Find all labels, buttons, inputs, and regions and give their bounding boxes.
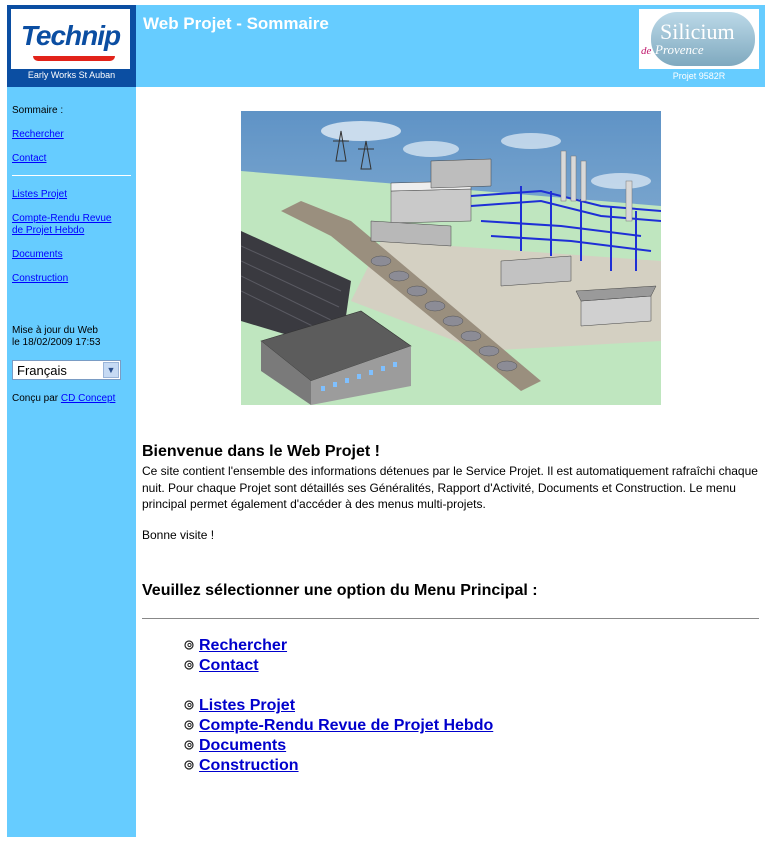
menu-item-project-lists bbox=[184, 697, 295, 715]
menu-link-project-lists[interactable]: Listes Projet bbox=[199, 697, 296, 714]
sidebar-link-search[interactable]: Rechercher bbox=[12, 129, 64, 140]
menu-link-documents[interactable]: Documents bbox=[199, 737, 287, 754]
technip-logo-badge bbox=[11, 9, 130, 69]
page-title: Web Projet - Sommaire bbox=[143, 14, 329, 33]
sidebar-link-contact[interactable]: Contact bbox=[12, 153, 47, 164]
sidebar bbox=[7, 87, 136, 837]
language-select[interactable] bbox=[12, 360, 121, 380]
farewell-text: Bonne visite ! bbox=[142, 528, 215, 542]
designer-link[interactable]: CD Concept bbox=[60, 393, 116, 404]
menu-link-weekly-review[interactable]: Compte-Rendu Revue de Projet Hebdo bbox=[199, 717, 494, 734]
sidebar-divider bbox=[12, 175, 131, 176]
header-bar bbox=[7, 5, 765, 87]
welcome-heading: Bienvenue dans le Web Projet ! bbox=[142, 443, 380, 460]
site-subtitle: Early Works St Auban bbox=[27, 70, 116, 80]
sidebar-link-project-lists[interactable]: Listes Projet bbox=[12, 189, 68, 200]
spiral-bullet-icon bbox=[184, 660, 194, 670]
project-code: Projet 9582R bbox=[672, 71, 726, 81]
sidebar-link-construction[interactable]: Construction bbox=[12, 273, 69, 284]
technip-logo[interactable] bbox=[7, 5, 136, 87]
main-menu-heading: Veuillez sélectionner une option du Menu Principal : bbox=[142, 582, 538, 599]
menu-item-search bbox=[184, 637, 287, 655]
designed-by-label: Conçu par bbox=[12, 393, 59, 404]
sidebar-link-weekly-review[interactable]: Compte-Rendu Revue de Projet Hebdo bbox=[12, 213, 112, 236]
silicium-logo bbox=[639, 9, 759, 69]
sidebar-link-documents[interactable]: Documents bbox=[12, 249, 63, 260]
menu-item-contact bbox=[184, 657, 259, 675]
spiral-bullet-icon bbox=[184, 760, 194, 770]
chevron-down-icon[interactable]: ▼ bbox=[103, 362, 119, 378]
designed-by bbox=[12, 393, 115, 404]
spiral-bullet-icon bbox=[184, 700, 194, 710]
language-select-value: Français bbox=[17, 363, 67, 378]
silicium-logo-de: de bbox=[641, 45, 652, 57]
menu-link-search[interactable]: Rechercher bbox=[199, 637, 288, 654]
sidebar-summary-label: Sommaire : bbox=[12, 105, 64, 116]
menu-link-contact[interactable]: Contact bbox=[199, 657, 259, 674]
technip-logo-text: Technip bbox=[20, 20, 121, 51]
spiral-bullet-icon bbox=[184, 640, 194, 650]
update-label: Mise à jour du Web bbox=[12, 325, 98, 336]
silicium-logo-text: Silicium bbox=[660, 19, 735, 44]
update-date: le 18/02/2009 17:53 bbox=[12, 337, 101, 348]
divider bbox=[142, 618, 759, 619]
menu-link-construction[interactable]: Construction bbox=[199, 757, 299, 774]
menu-item-weekly-review bbox=[184, 717, 493, 735]
menu-item-construction bbox=[184, 757, 299, 775]
plant-3d-rendering bbox=[241, 111, 661, 405]
spiral-bullet-icon bbox=[184, 740, 194, 750]
technip-swoosh-icon bbox=[33, 56, 115, 61]
menu-item-documents bbox=[184, 737, 286, 755]
silicium-logo-provence: Provence bbox=[655, 42, 704, 57]
spiral-bullet-icon bbox=[184, 720, 194, 730]
intro-paragraph: Ce site contient l'ensemble des informations détenues par le Service Projet. Il est automatiquement rafraîchi chaque nuit. Pour chaque Projet sont détaillés ses Généralités, Rapport d'Activité, Documents et Construction. Le menu principal permet également d'accéder à des menus multi-projets. bbox=[142, 464, 758, 511]
